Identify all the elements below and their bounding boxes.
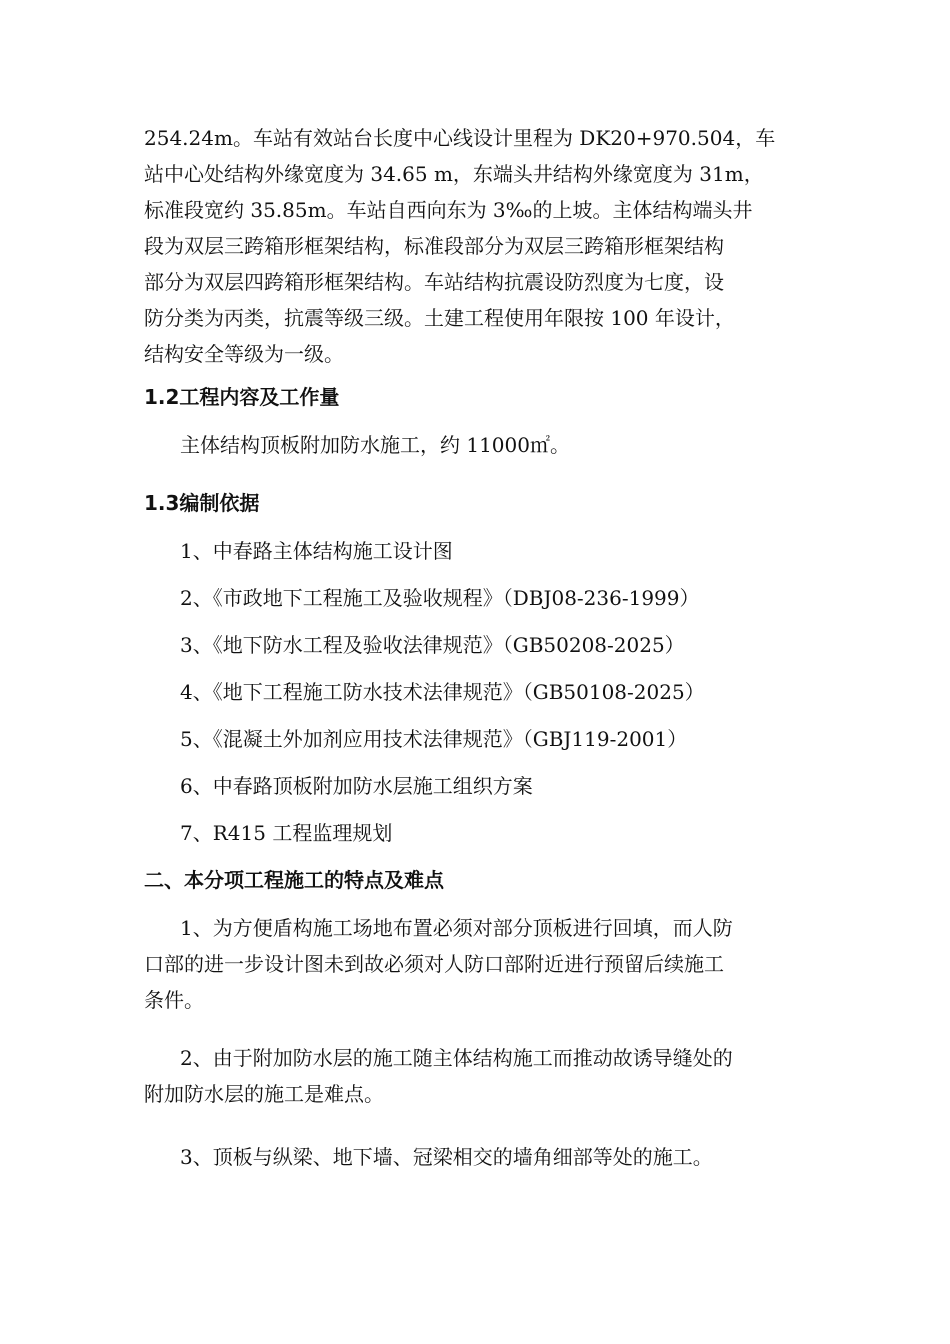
reference-item: 2、《市政地下工程施工及验收规程》（DBJ08-236-1999）: [180, 586, 700, 610]
reference-item: 5、《混凝土外加剂应用技术法律规范》（GBJ119-2001）: [180, 727, 688, 751]
difficulty-point-line: 附加防水层的施工是难点。: [144, 1082, 384, 1106]
reference-item: 3、《地下防水工程及验收法律规范》（GB50208-2025）: [180, 633, 685, 657]
difficulty-point-line: 条件。: [144, 988, 204, 1012]
intro-line: 防分类为丙类，抗震等级三级。土建工程使用年限按 100 年设计，: [144, 306, 735, 330]
difficulty-point-line: 口部的进一步设计图未到故必须对人防口部附近进行预留后续施工: [144, 952, 724, 976]
reference-item: 1、中春路主体结构施工设计图: [180, 539, 453, 563]
intro-line: 标准段宽约 35.85m。车站自西向东为 3‰的上坡。主体结构端头井: [144, 198, 753, 222]
section-heading-1-2: 1.2工程内容及工作量: [144, 385, 340, 409]
intro-line: 站中心处结构外缘宽度为 34.65 m，东端头井结构外缘宽度为 31m，: [144, 162, 764, 186]
section-heading-1-3: 1.3编制依据: [144, 491, 260, 515]
section-1-2-body: 主体结构顶板附加防水施工，约 11000㎡。: [180, 433, 570, 457]
difficulty-point-line: 1、为方便盾构施工场地布置必须对部分顶板进行回填，而人防: [180, 916, 733, 940]
section-heading-2: 二、本分项工程施工的特点及难点: [144, 868, 444, 892]
intro-line: 结构安全等级为一级。: [144, 342, 344, 366]
reference-item: 6、中春路顶板附加防水层施工组织方案: [180, 774, 533, 798]
difficulty-point-line: 3、顶板与纵梁、地下墙、冠梁相交的墙角细部等处的施工。: [180, 1145, 713, 1169]
intro-line: 254.24m。车站有效站台长度中心线设计里程为 DK20+970.504，车: [144, 126, 776, 150]
reference-item: 4、《地下工程施工防水技术法律规范》（GB50108-2025）: [180, 680, 705, 704]
intro-line: 部分为双层四跨箱形框架结构。车站结构抗震设防烈度为七度，设: [144, 270, 724, 294]
difficulty-point-line: 2、由于附加防水层的施工随主体结构施工而推动故诱导缝处的: [180, 1046, 733, 1070]
intro-line: 段为双层三跨箱形框架结构，标准段部分为双层三跨箱形框架结构: [144, 234, 724, 258]
reference-item: 7、R415 工程监理规划: [180, 821, 393, 845]
